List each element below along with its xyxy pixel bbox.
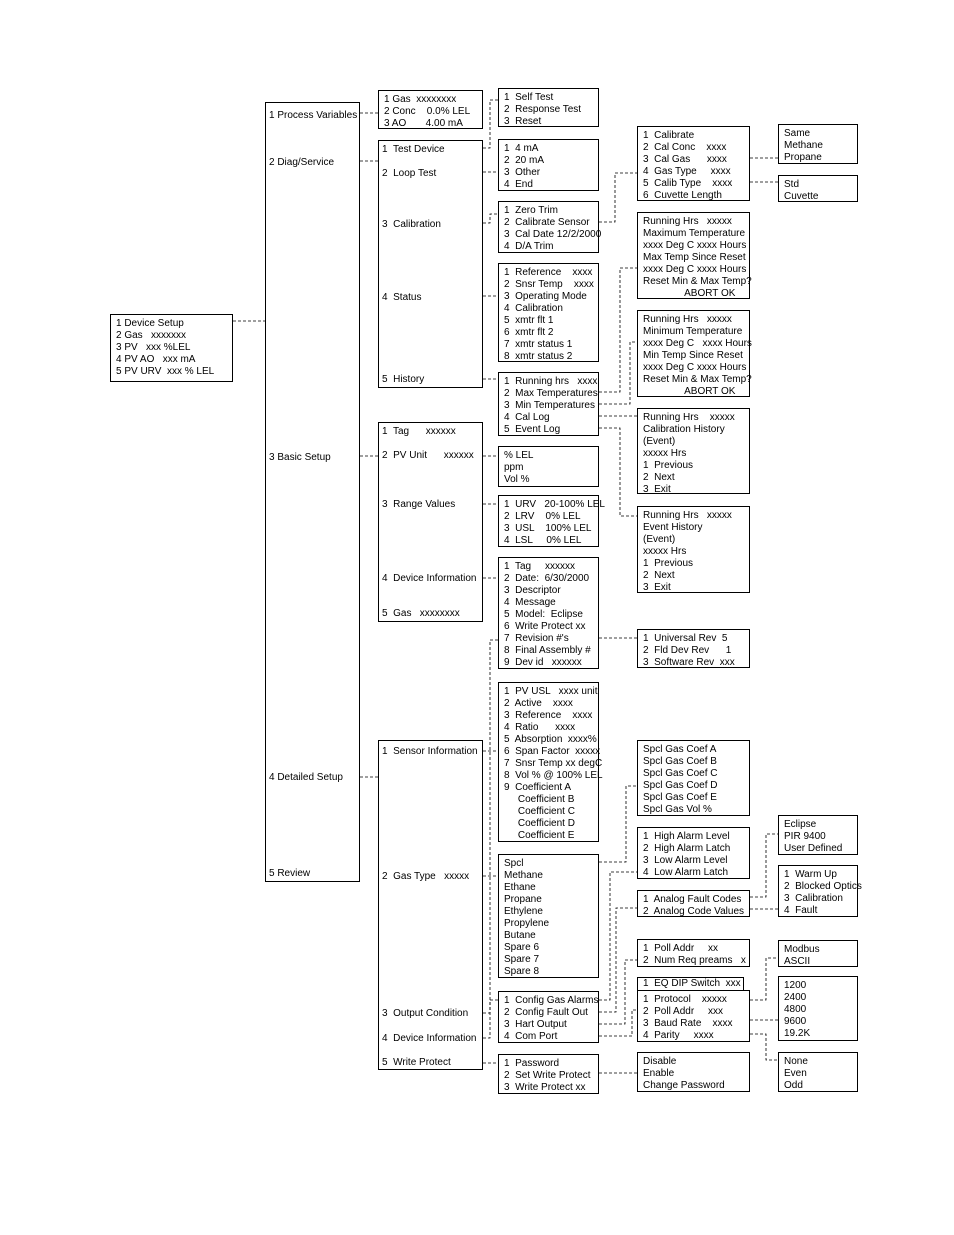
max-temp-line: Running Hrs xxxxx [643, 216, 732, 227]
hart-output-box [637, 939, 750, 967]
parity-option[interactable]: Even [784, 1068, 807, 1079]
cal-log-line: Running Hrs xxxxx [643, 412, 735, 423]
calibration-box [498, 201, 602, 253]
protocol-options-box [778, 940, 858, 967]
device-info-item[interactable]: 1 Tag xxxxxx [504, 561, 575, 572]
device-setup-box [110, 314, 233, 382]
event-log-box [637, 506, 750, 593]
com-port-box [637, 990, 750, 1042]
menu-gas-type[interactable]: 2 Gas Type xxxxx [382, 871, 470, 882]
calibrate-item[interactable]: 5 Calib Type xxxx [643, 178, 733, 189]
status-box [498, 263, 599, 362]
max-temp-line: Max Temp Since Reset [643, 252, 746, 263]
sensor-info-item[interactable]: 3 Reference xxxx [504, 710, 593, 721]
menu-tag[interactable]: 1 Tag xxxxxx [382, 426, 456, 437]
device-setup-item[interactable]: 1 Device Setup [116, 318, 184, 329]
gas-type-option[interactable]: Spare 6 [504, 942, 540, 953]
status-item[interactable]: 3 Operating Mode [504, 291, 587, 302]
menu-history[interactable]: 5 History [382, 374, 425, 385]
baud-option[interactable]: 2400 [784, 992, 807, 1003]
gas-type-option[interactable]: Ethane [504, 882, 536, 893]
max-temp-line: Reset Min & Max Temp? [643, 276, 752, 287]
analog-codes-box [637, 890, 750, 917]
sensor-info-item[interactable]: Coefficient B [504, 794, 575, 805]
device-info-item[interactable]: 8 Final Assembly # [504, 645, 591, 656]
range-value-item[interactable]: 4 LSL 0% LEL [504, 535, 582, 546]
event-log-line: Running Hrs xxxxx [643, 510, 732, 521]
pv-unit-option[interactable]: % LEL [504, 450, 534, 461]
write-protect-item[interactable]: 3 Write Protect xx [504, 1082, 586, 1093]
code-value-item[interactable]: 1 Warm Up [784, 869, 837, 880]
code-value-item[interactable]: 3 Calibration [784, 893, 843, 904]
revision-item: 3 Software Rev xxx [643, 657, 735, 668]
max-temp-abort-ok[interactable]: ABORT OK [643, 288, 736, 299]
status-item[interactable]: 7 xmtr status 1 [504, 339, 573, 350]
revision-item: 2 Fld Dev Rev 1 [643, 645, 732, 656]
alarm-level-item[interactable]: 1 High Alarm Level [643, 831, 730, 842]
gas-type-option[interactable]: Spcl [504, 858, 524, 869]
gas-type-options-box [498, 854, 599, 978]
pv-unit-option[interactable]: Vol % [504, 474, 530, 485]
event-log-line: xxxxx Hrs [643, 546, 687, 557]
output-condition-box [498, 991, 599, 1043]
code-value-item[interactable]: 4 Fault [784, 905, 818, 916]
eq-dip-switch-item[interactable]: 1 EQ DIP Switch xxx [643, 978, 741, 989]
min-temp-abort-ok[interactable]: ABORT OK [643, 386, 736, 397]
gas-type-option[interactable]: Spare 7 [504, 954, 540, 965]
menu-output-condition[interactable]: 3 Output Condition [382, 1008, 469, 1019]
loop-test-box [498, 139, 599, 191]
password-options-box [637, 1052, 750, 1092]
min-temp-line: Reset Min & Max Temp? [643, 374, 752, 385]
status-item[interactable]: 1 Reference xxxx [504, 267, 593, 278]
calibrate-box [637, 126, 750, 201]
history-item[interactable]: 1 Running hrs xxxx [504, 376, 598, 387]
max-temperature-box [637, 212, 750, 299]
calib-type-option[interactable]: Std [784, 179, 800, 190]
pv-unit-option[interactable]: ppm [504, 462, 524, 473]
sensor-info-item[interactable]: Coefficient E [504, 830, 575, 841]
process-variables-box [378, 90, 483, 129]
device-info-item[interactable]: 5 Model: Eclipse [504, 609, 583, 620]
baud-option[interactable]: 4800 [784, 1004, 807, 1015]
spcl-gas-coef-item[interactable]: Spcl Gas Coef A [643, 744, 717, 755]
calibrate-item[interactable]: 6 Cuvette Length [643, 190, 722, 201]
baud-option[interactable]: 1200 [784, 980, 807, 991]
device-setup-item[interactable]: 3 PV xxx %LEL [116, 342, 191, 353]
spcl-gas-coef-item[interactable]: Spcl Gas Vol % [643, 804, 712, 815]
history-item[interactable]: 5 Event Log [504, 424, 561, 435]
process-variable-item[interactable]: 1 Gas xxxxxxxx [384, 94, 457, 105]
gas-option[interactable]: Methane [784, 140, 823, 151]
pv-unit-options-box [498, 446, 599, 487]
output-condition-item[interactable]: 2 Config Fault Out [504, 1007, 588, 1018]
revision-item: 1 Universal Rev 5 [643, 633, 728, 644]
device-setup-item[interactable]: 5 PV URV xxx % LEL [116, 366, 215, 377]
baud-option[interactable]: 9600 [784, 1016, 807, 1027]
parity-option[interactable]: Odd [784, 1080, 803, 1091]
gas-option[interactable]: Same [784, 128, 811, 139]
status-item[interactable]: 2 Snsr Temp xxxx [504, 279, 594, 290]
spcl-gas-coef-item[interactable]: Spcl Gas Coef C [643, 768, 718, 779]
revisions-box [637, 629, 750, 668]
device-info-item[interactable]: 7 Revision #'s [504, 633, 569, 644]
com-port-item[interactable]: 4 Parity xxxx [643, 1030, 714, 1041]
protocol-option[interactable]: Modbus [784, 944, 820, 955]
device-info-item[interactable]: 6 Write Protect xx [504, 621, 586, 632]
device-info-item[interactable]: 2 Date: 6/30/2000 [504, 573, 590, 584]
com-port-item[interactable]: 3 Baud Rate xxxx [643, 1018, 733, 1029]
password-option[interactable]: Enable [643, 1068, 675, 1079]
output-condition-item[interactable]: 4 Com Port [504, 1031, 558, 1042]
max-temp-line: Maximum Temperature [643, 228, 746, 239]
menu-gas[interactable]: 5 Gas xxxxxxxx [382, 608, 460, 619]
menu-calibration[interactable]: 3 Calibration [382, 219, 441, 230]
eq-dip-switch-box [637, 977, 744, 991]
menu-device-information-detailed[interactable]: 4 Device Information [382, 1033, 477, 1044]
menu-process-variables[interactable]: 1 Process Variables [269, 110, 358, 121]
gas-option[interactable]: Propane [784, 152, 822, 163]
self-test-item[interactable]: 2 Response Test [504, 104, 582, 115]
self-test-item[interactable]: 3 Reset [504, 116, 542, 127]
self-test-item[interactable]: 1 Self Test [504, 92, 554, 103]
password-option[interactable]: Disable [643, 1056, 677, 1067]
parity-options-box [778, 1052, 858, 1092]
cal-log-option[interactable]: 3 Exit [643, 484, 671, 495]
range-value-item[interactable]: 2 LRV 0% LEL [504, 511, 581, 522]
spcl-gas-coef-item[interactable]: Spcl Gas Coef D [643, 780, 718, 791]
min-temp-line: Running Hrs xxxxx [643, 314, 732, 325]
sensor-info-item[interactable]: 9 Coefficient A [504, 782, 572, 793]
device-info-item[interactable]: 3 Descriptor [504, 585, 561, 596]
gas-type-option[interactable]: Ethylene [504, 906, 543, 917]
output-condition-item[interactable]: 1 Config Gas Alarms [504, 995, 599, 1006]
range-value-item[interactable]: 3 USL 100% LEL [504, 523, 592, 534]
password-option[interactable]: Change Password [643, 1080, 725, 1091]
sensor-info-item[interactable]: 8 Vol % @ 100% LEL [504, 770, 603, 781]
event-log-line: (Event) [643, 534, 676, 545]
loop-test-item[interactable]: 2 20 mA [504, 155, 545, 166]
fault-code-source[interactable]: Eclipse [784, 819, 817, 830]
process-variable-item[interactable]: 2 Conc 0.0% LEL [384, 106, 471, 117]
menu-diag-service[interactable]: 2 Diag/Service [269, 157, 335, 168]
status-item[interactable]: 6 xmtr flt 2 [504, 327, 554, 338]
calibration-item[interactable]: 1 Zero Trim [504, 205, 558, 216]
status-item[interactable]: 8 xmtr status 2 [504, 351, 573, 362]
sensor-info-item[interactable]: 6 Span Factor xxxxx [504, 746, 601, 757]
menu-status[interactable]: 4 Status [382, 292, 422, 303]
protocol-option[interactable]: ASCII [784, 956, 811, 967]
write-protect-box [498, 1054, 599, 1094]
calibration-item[interactable]: 3 Cal Date 12/2/2000 [504, 229, 602, 240]
sensor-info-item[interactable]: 2 Active xxxx [504, 698, 573, 709]
max-temp-line: xxxx Deg C xxxx Hours [643, 264, 747, 275]
com-port-item[interactable]: 1 Protocol xxxxx [643, 994, 727, 1005]
calibrate-item[interactable]: 1 Calibrate [643, 130, 695, 141]
alarm-level-item[interactable]: 3 Low Alarm Level [643, 855, 728, 866]
analog-code-item[interactable]: 2 Analog Code Values [643, 906, 745, 917]
fault-code-source[interactable]: PIR 9400 [784, 831, 826, 842]
sensor-info-item[interactable]: Coefficient C [504, 806, 575, 817]
output-condition-item[interactable]: 3 Hart Output [504, 1019, 567, 1030]
min-temp-line: Min Temp Since Reset [643, 350, 743, 361]
cal-log-line: Calibration History [643, 424, 725, 435]
event-log-option[interactable]: 3 Exit [643, 582, 671, 593]
sensor-info-item[interactable]: 7 Snsr Temp xx degC [504, 758, 603, 769]
menu-review[interactable]: 5 Review [269, 868, 311, 879]
loop-test-item[interactable]: 1 4 mA [504, 143, 539, 154]
calibrate-item[interactable]: 3 Cal Gas xxxx [643, 154, 727, 165]
calibrate-item[interactable]: 2 Cal Conc xxxx [643, 142, 727, 153]
menu-write-protect[interactable]: 5 Write Protect [382, 1057, 451, 1068]
write-protect-item[interactable]: 1 Password [504, 1058, 560, 1069]
menu-test-device[interactable]: 1 Test Device [382, 144, 445, 155]
device-info-item[interactable]: 4 Message [504, 597, 556, 608]
loop-test-item[interactable]: 4 End [504, 179, 533, 190]
alarm-level-item[interactable]: 2 High Alarm Latch [643, 843, 731, 854]
device-setup-item[interactable]: 2 Gas xxxxxxx [116, 330, 187, 341]
menu-loop-test[interactable]: 2 Loop Test [382, 168, 437, 179]
alarm-levels-box [637, 827, 750, 879]
range-values-box [498, 495, 605, 547]
basic-setup-menu [378, 422, 483, 622]
min-temp-line: xxxx Deg C xxxx Hours [643, 338, 752, 349]
status-item[interactable]: 4 Calibration [504, 303, 563, 314]
hart-output-item[interactable]: 2 Num Req preams x [643, 955, 746, 966]
cal-log-line: xxxxx Hrs [643, 448, 687, 459]
range-value-item[interactable]: 1 URV 20-100% LEL [504, 499, 605, 510]
cal-log-box [637, 408, 750, 494]
history-item[interactable]: 3 Min Temperatures [504, 400, 595, 411]
self-test-box [498, 88, 599, 127]
fault-code-source[interactable]: User Defined [784, 843, 843, 854]
gas-type-option[interactable]: Spare 8 [504, 966, 540, 977]
analog-code-item[interactable]: 1 Analog Fault Codes [643, 894, 742, 905]
calib-type-options-box [778, 175, 858, 202]
history-box [498, 372, 599, 436]
write-protect-item[interactable]: 2 Set Write Protect [504, 1070, 591, 1081]
fault-code-sources-box [778, 815, 858, 855]
menu-range-values[interactable]: 3 Range Values [382, 499, 456, 510]
calibration-item[interactable]: 4 D/A Trim [504, 241, 554, 252]
detailed-setup-menu [378, 740, 483, 1070]
menu-pv-unit[interactable]: 2 PV Unit xxxxxx [382, 450, 474, 461]
spcl-gas-coef-item[interactable]: Spcl Gas Coef E [643, 792, 717, 803]
sensor-info-item[interactable]: 4 Ratio xxxx [504, 722, 576, 733]
min-temp-line: xxxx Deg C xxxx Hours [643, 362, 747, 373]
cal-log-option[interactable]: 2 Next [643, 472, 675, 483]
com-port-item[interactable]: 2 Poll Addr xxx [643, 1006, 724, 1017]
history-item[interactable]: 4 Cal Log [504, 412, 550, 423]
gas-type-option[interactable]: Butane [504, 930, 536, 941]
hart-output-item[interactable]: 1 Poll Addr xx [643, 943, 719, 954]
min-temp-line: Minimum Temperature [643, 326, 743, 337]
calib-type-option[interactable]: Cuvette [784, 191, 819, 202]
spcl-gas-coef-item[interactable]: Spcl Gas Coef B [643, 756, 717, 767]
parity-option[interactable]: None [784, 1056, 808, 1067]
event-log-option[interactable]: 2 Next [643, 570, 675, 581]
menu-device-information[interactable]: 4 Device Information [382, 573, 477, 584]
sensor-info-item[interactable]: 1 PV USL xxxx unit [504, 686, 598, 697]
gas-type-option[interactable]: Propylene [504, 918, 550, 929]
sensor-info-item[interactable]: 5 Absorption xxxx% [504, 734, 597, 745]
gas-type-option[interactable]: Propane [504, 894, 542, 905]
loop-test-item[interactable]: 3 Other [504, 167, 541, 178]
calibrate-item[interactable]: 4 Gas Type xxxx [643, 166, 731, 177]
code-value-item[interactable]: 2 Blocked Optics [784, 881, 862, 892]
sensor-info-item[interactable]: Coefficient D [504, 818, 575, 829]
history-item[interactable]: 2 Max Temperatures [504, 388, 598, 399]
code-values-box [778, 865, 862, 917]
event-log-option[interactable]: 1 Previous [643, 558, 694, 569]
spcl-gas-coef-box [637, 740, 750, 816]
event-log-line: Event History [643, 522, 703, 533]
sensor-information-box [498, 682, 603, 842]
device-info-item[interactable]: 9 Dev id xxxxxx [504, 657, 582, 668]
min-temperature-box [637, 310, 750, 397]
calibration-item[interactable]: 2 Calibrate Sensor [504, 217, 590, 228]
status-item[interactable]: 5 xmtr flt 1 [504, 315, 554, 326]
gas-type-option[interactable]: Methane [504, 870, 543, 881]
device-setup-item[interactable]: 4 PV AO xxx mA [116, 354, 196, 365]
menu-sensor-information[interactable]: 1 Sensor Information [382, 746, 478, 757]
cal-log-line: (Event) [643, 436, 676, 447]
device-setup-menu [265, 102, 360, 882]
process-variable-item[interactable]: 3 AO 4.00 mA [384, 118, 463, 129]
alarm-level-item[interactable]: 4 Low Alarm Latch [643, 867, 729, 878]
gas-options-box [778, 124, 858, 164]
device-information-box [498, 557, 599, 669]
diag-service-menu [378, 140, 483, 388]
baud-option[interactable]: 19.2K [784, 1028, 811, 1039]
baud-options-box [778, 976, 858, 1041]
menu-detailed-setup[interactable]: 4 Detailed Setup [269, 772, 343, 783]
max-temp-line: xxxx Deg C xxxx Hours [643, 240, 747, 251]
cal-log-option[interactable]: 1 Previous [643, 460, 694, 471]
menu-basic-setup[interactable]: 3 Basic Setup [269, 452, 331, 463]
